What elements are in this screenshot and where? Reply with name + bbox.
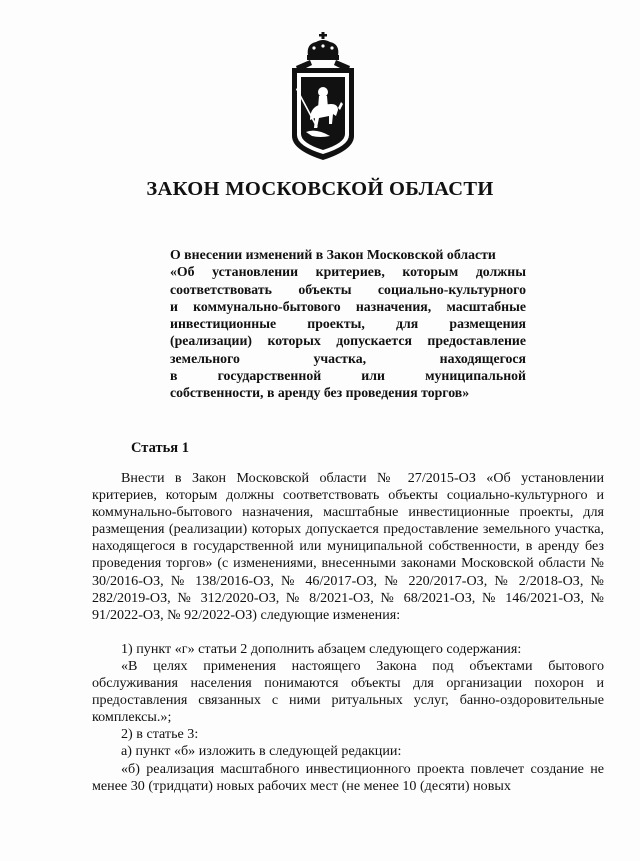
subtitle-line: в государственной или муниципальной: [170, 368, 526, 384]
crown-icon: [307, 32, 339, 60]
coat-of-arms-emblem: [286, 32, 360, 162]
article-body: [92, 470, 604, 795]
paragraph: 1) пункт «г» статьи 2 дополнить абзацем следующего содержания:: [121, 640, 522, 657]
paragraph: «б) реализация масштабного инвестиционного проекта повлечет создание не менее 30 (тридцати) новых рабочих мест (не менее 10 (десяти) новых: [92, 760, 604, 794]
subtitle-line: «Об установлении критериев, которым должны: [170, 264, 526, 280]
article-heading: Статья 1: [131, 440, 189, 456]
page-title: ЗАКОН МОСКОВСКОЙ ОБЛАСТИ: [146, 178, 494, 200]
paragraph: а) пункт «б» изложить в следующей редакции:: [121, 743, 402, 760]
subtitle-line: собственности, в аренду без проведения торгов»: [170, 385, 470, 401]
paragraph: Внести в Закон Московской области № 27/2015-ОЗ «Об установлении критериев, которым должны соответствовать объекты социально-культурного и коммунально-бытового назначения, масштабные инвестиционные проекты, для размещения (реализации) которых допускается предоставление земельного участка, находящегося в государственной или муниципальной собственности, в аренду без проведения торгов» (с изменениями, внесенными законами Московской области № 30/2016-ОЗ, № 138/2016-ОЗ, № 46/2017-ОЗ, № 220/2017-ОЗ, № 2/2018-ОЗ, № 282/2019-ОЗ, № 312/2020-ОЗ, № 8/2021-ОЗ, № 68/2021-ОЗ, № 146/2021-ОЗ, № 91/2022-ОЗ, № 92/2022-ОЗ) следующие изменения:: [92, 470, 604, 623]
subtitle-line: инвестиционные проекты, для размещения: [170, 316, 526, 332]
subtitle-line: О внесении изменений в Закон Московской области: [170, 247, 496, 262]
subtitle-line: земельного участка, находящегося: [170, 350, 526, 366]
subtitle-line: соответствовать объекты социально-культурного: [170, 281, 526, 297]
law-subtitle: [170, 246, 526, 402]
subtitle-line: (реализации) которых допускается предоставление: [170, 333, 526, 349]
subtitle-line: и коммунально-бытового назначения, масштабные: [170, 298, 526, 314]
paragraph: «В целях применения настоящего Закона под объектами бытового обслуживания населения понимаются объекты для организации похорон и предоставления связанных с ними ритуальных услуг, банно-оздоровительные комплексы.»;: [92, 657, 604, 726]
paragraph: 2) в статье 3:: [121, 726, 199, 743]
